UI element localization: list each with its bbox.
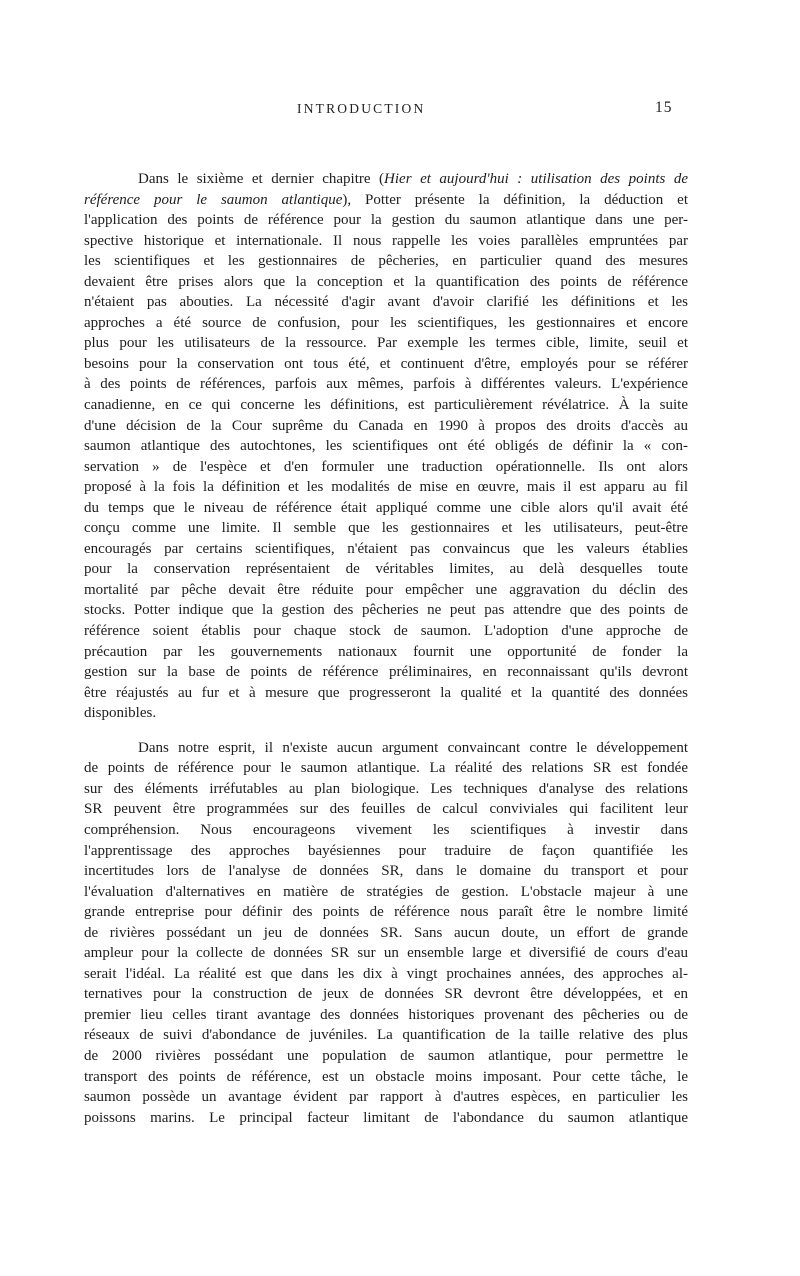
text-line (84, 580, 688, 601)
text-segment: disponibles. (84, 705, 157, 722)
text-segment: sur des éléments irréfutables au plan biologique. Les techniques d'analyse des relations (84, 780, 688, 797)
text-segment: être réajustés au fur et à mesure que progresseront la qualité et la quantité des données (84, 684, 688, 701)
text-line (84, 964, 688, 985)
text-line (84, 820, 688, 841)
text-segment: conçu comme une limite. Il semble que les gestionnaires et les utilisateurs, peut-être (84, 520, 688, 537)
text-segment: serait l'idéal. La réalité est que dans les dix à vingt prochaines années, des approches al- (84, 965, 688, 982)
text-segment: ternatives pour la construction de jeux de données SR devront être développées, et en (84, 986, 688, 1003)
text-line (84, 333, 688, 354)
text-segment: de points de référence pour le saumon atlantique. La réalité des relations SR est fondée (84, 760, 688, 777)
text-segment: plus pour les utilisateurs de la ressource. Par exemple les termes cible, limite, seuil et (84, 335, 688, 352)
text-segment: du temps que le niveau de référence était appliqué comme une cible alors qu'il avait été (84, 499, 688, 516)
text-segment: besoins pour la conservation ont tous été, et continuent d'être, employés pour se référer (84, 355, 688, 372)
text-segment: référence soient établis pour chaque stock de saumon. L'adoption d'une approche de (84, 623, 688, 640)
text-line (84, 436, 688, 457)
text-line (84, 292, 688, 313)
text-segment: approches a été source de confusion, pour les scientifiques, les gestionnaires et encore (84, 314, 688, 331)
text-line (84, 395, 688, 416)
text-line (84, 683, 688, 704)
text-line (84, 251, 688, 272)
text-line (84, 738, 688, 759)
text-line (84, 559, 688, 580)
running-header-title: INTRODUCTION (297, 101, 426, 116)
text-line (84, 477, 688, 498)
text-segment: l'apprentissage des approches bayésiennes pour traduire de façon quantifiée les (84, 842, 688, 859)
text-segment: de rivières possédant un jeu de données SR. Sans aucun doute, un effort de grande (84, 924, 688, 941)
text-line (84, 457, 688, 478)
text-segment: saumon atlantique des autochtones, les scientifiques ont été obligés de définir la « con- (84, 438, 688, 455)
text-line (84, 1108, 688, 1129)
text-segment: proposé à la fois la définition et les modalités de mise en œuvre, mais il est apparu au fil (84, 479, 688, 496)
text-segment: précaution par les gouvernements nationaux fournit une opportunité de fonder la (84, 643, 688, 660)
italic-text-segment: référence pour le saumon atlantique (84, 191, 343, 208)
text-segment: n'étaient pas abouties. La nécessité d'agir avant d'avoir clarifié les définitions et les (84, 294, 688, 311)
text-line (84, 354, 688, 375)
paragraph (84, 738, 688, 1128)
text-segment: mortalité par pêche devait être réduite pour empêcher une aggravation du déclin des (84, 581, 688, 598)
text-line (84, 662, 688, 683)
text-line (84, 210, 688, 231)
page-number: 15 (655, 99, 673, 116)
text-line (84, 621, 688, 642)
text-segment: grande entreprise pour définir des points de référence nous paraît être le nombre limité (84, 904, 688, 921)
text-line (84, 703, 688, 724)
text-line (84, 190, 688, 211)
text-segment: réseaux de suivi d'abondance de juvéniles. La quantification de la taille relative des plus (84, 1027, 688, 1044)
body-text (84, 169, 688, 1128)
text-line (84, 416, 688, 437)
text-segment: spective historique et internationale. Il nous rappelle les voies parallèles empruntées par (84, 232, 688, 249)
text-line (84, 642, 688, 663)
text-line (84, 1025, 688, 1046)
text-line (84, 779, 688, 800)
text-segment: SR peuvent être programmées sur des feuilles de calcul conviviales qui facilitent leur (84, 801, 688, 818)
text-segment: servation » de l'espèce et d'en formuler une traduction opérationnelle. Ils ont alors (84, 458, 688, 475)
text-segment: Dans le sixième et dernier chapitre ( (138, 171, 385, 187)
text-segment: devaient être prises alors que la conception et la quantification des points de référence (84, 273, 688, 290)
text-line (84, 799, 688, 820)
text-line (84, 518, 688, 539)
text-segment: ), Potter présente la définition, la déduction et (342, 191, 688, 208)
text-segment: stocks. Potter indique que la gestion des pêcheries ne peut pas attendre que des points de (84, 602, 688, 619)
text-line (84, 1005, 688, 1026)
text-segment: compréhension. Nous encourageons vivement les scientifiques à investir dans (84, 821, 688, 838)
text-line (84, 539, 688, 560)
text-line (84, 882, 688, 903)
text-line (84, 600, 688, 621)
text-line (84, 943, 688, 964)
text-line (84, 758, 688, 779)
text-line (84, 272, 688, 293)
text-segment: saumon possède un avantage évident par rapport à d'autres espèces, en particulier les (84, 1089, 688, 1106)
text-segment: l'application des points de référence pour la gestion du saumon atlantique dans une per- (84, 212, 688, 229)
text-line (84, 902, 688, 923)
text-segment: incertitudes lors de l'analyse de données SR, dans le domaine du transport et pour (84, 863, 688, 880)
text-segment: Dans notre esprit, il n'existe aucun argument convaincant contre le développement (138, 739, 688, 756)
text-line (84, 231, 688, 252)
paragraph (84, 169, 688, 724)
text-segment: poissons marins. Le principal facteur limitant de l'abondance du saumon atlantique (84, 1109, 688, 1126)
italic-text-segment: Hier et aujourd'hui : utilisation des points de (384, 171, 688, 187)
text-segment: canadienne, en ce qui concerne les définitions, est particulièrement révélatrice. À la suite (84, 397, 688, 414)
text-line (84, 984, 688, 1005)
text-line (84, 169, 688, 190)
text-line (84, 861, 688, 882)
text-segment: d'une décision de la Cour suprême du Canada en 1990 à propos des droits d'accès au (84, 417, 688, 434)
text-segment: de 2000 rivières possédant une population de saumon atlantique, pour permettre le (84, 1047, 688, 1064)
text-line (84, 1046, 688, 1067)
text-segment: gestion sur la base de points de référence préliminaires, en reconnaissant qu'ils devront (84, 664, 688, 681)
text-segment: ampleur pour la collecte de données SR sur un ensemble large et diversifié de cours d'eau (84, 945, 688, 962)
text-segment: transport des points de référence, est un obstacle moins imposant. Pour cette tâche, le (84, 1068, 688, 1085)
text-segment: encouragés par certains scientifiques, n'étaient pas convaincus que les valeurs établies (84, 540, 688, 557)
text-segment: premier lieu celles tirant avantage des données historiques provenant des pêcheries ou de (84, 1006, 688, 1023)
text-line (84, 923, 688, 944)
text-line (84, 841, 688, 862)
text-segment: l'évaluation d'alternatives en matière de stratégies de gestion. L'obstacle majeur à une (84, 883, 688, 900)
text-line (84, 1087, 688, 1108)
text-line (84, 374, 688, 395)
text-segment: pour la conservation représentaient de véritables limites, au delà desquelles toute (84, 561, 688, 578)
text-line (84, 498, 688, 519)
text-line (84, 1067, 688, 1088)
text-line (84, 313, 688, 334)
text-segment: les scientifiques et les gestionnaires de pêcheries, en particulier quand des mesures (84, 253, 688, 270)
text-segment: à des points de références, parfois aux mêmes, parfois à différentes valeurs. L'expérience (84, 376, 688, 393)
